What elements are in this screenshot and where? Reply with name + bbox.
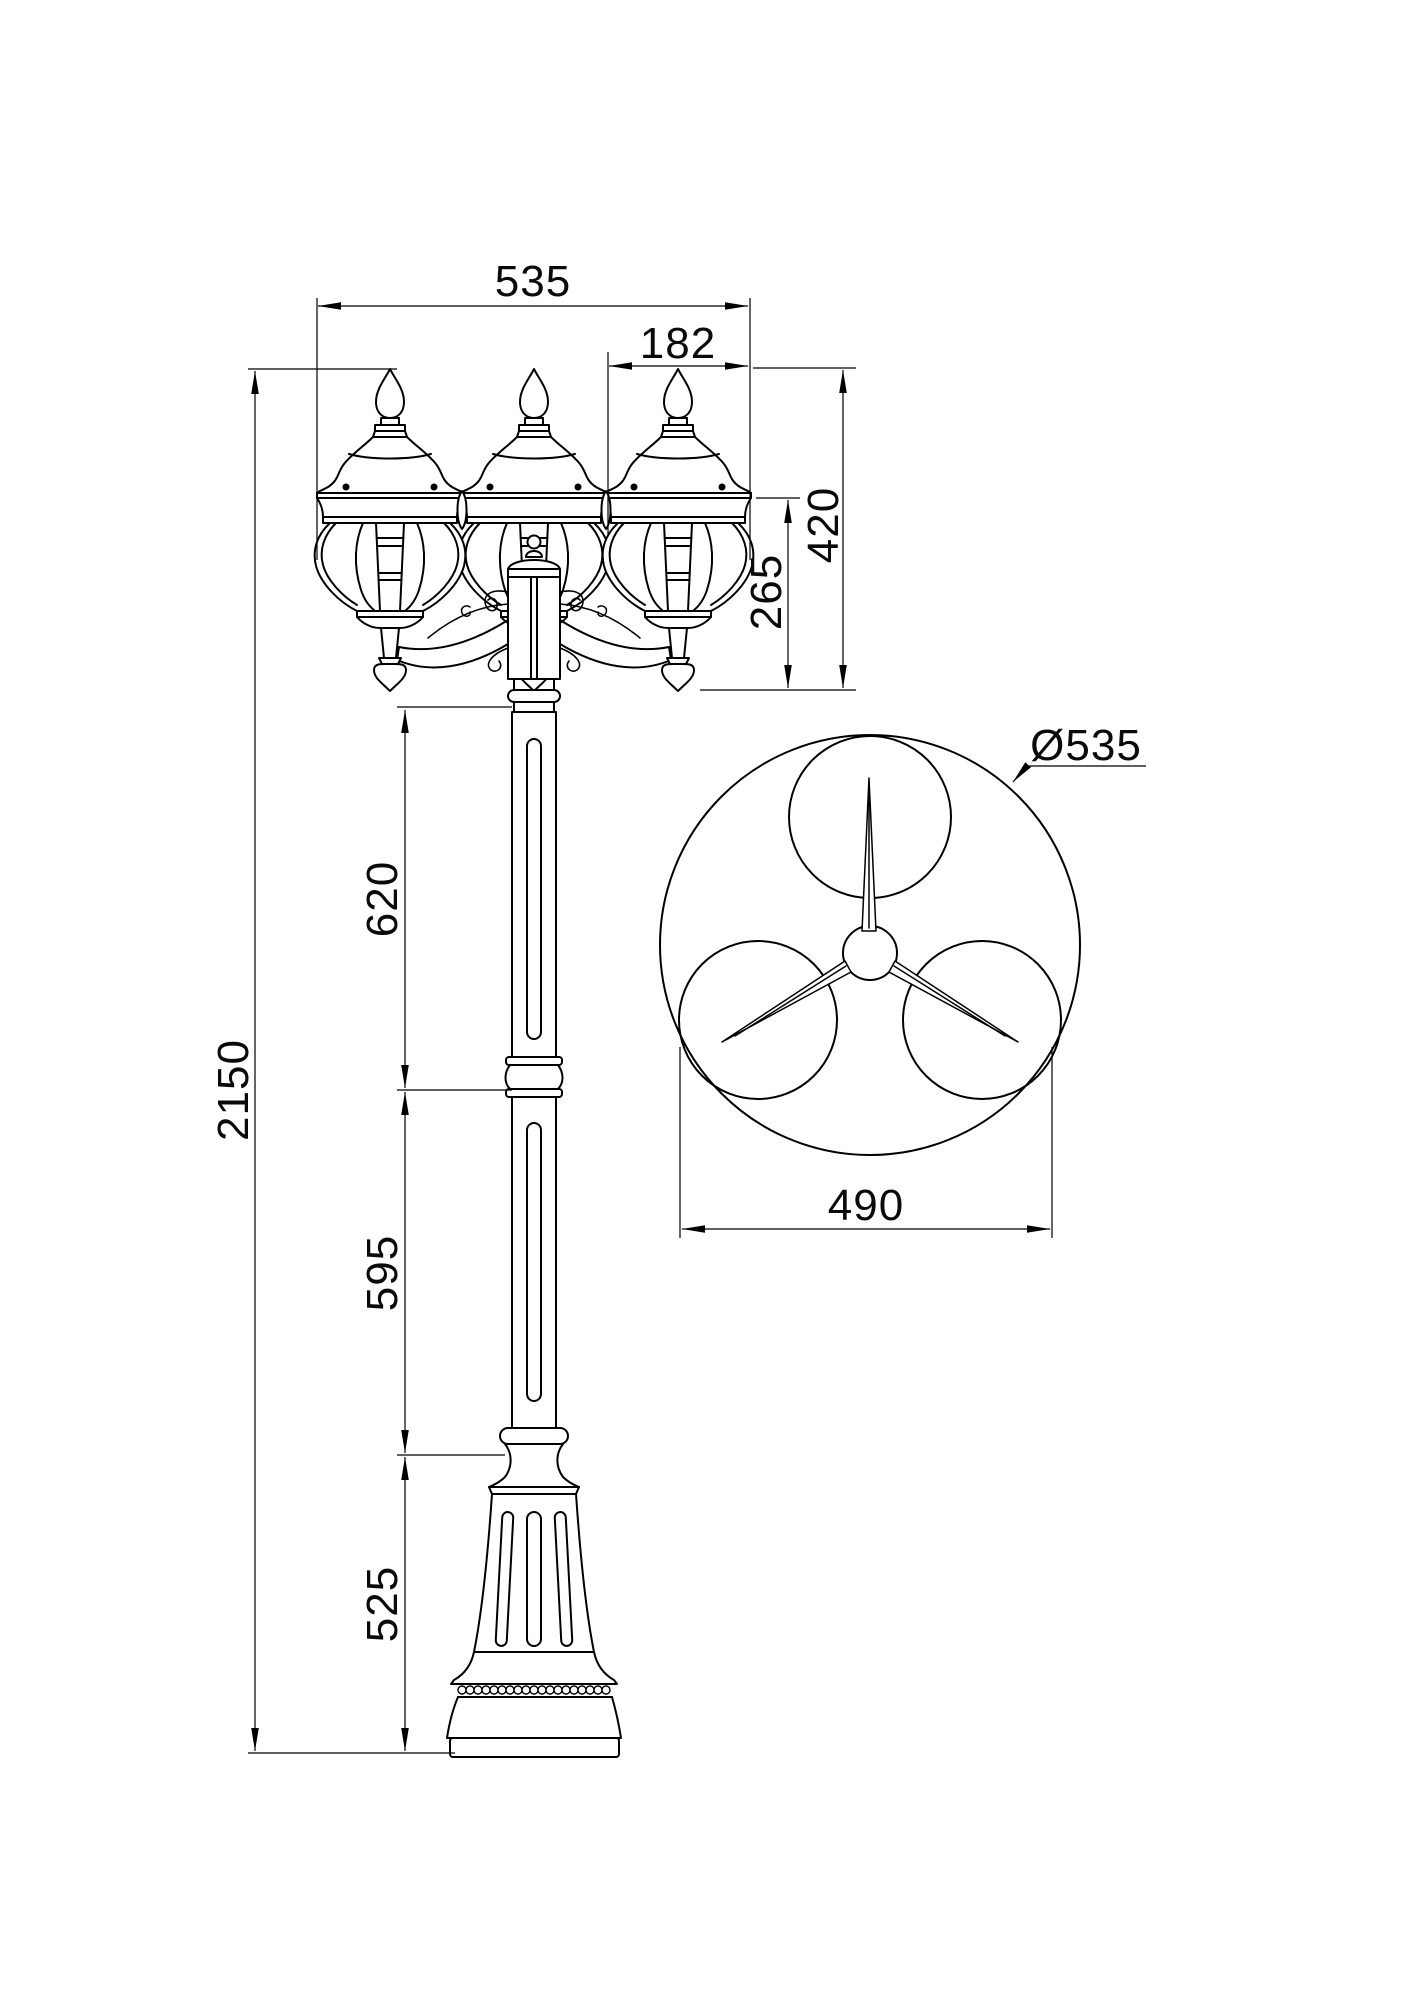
base-bell-flare: [451, 1652, 617, 1684]
base-top-ring: [500, 1428, 568, 1444]
dim-lower-pole-label: 595: [358, 1234, 407, 1312]
pole-lower-shaft: [512, 1097, 556, 1428]
dim-total-height-label: 2150: [209, 1039, 258, 1141]
dim-head-height-label: 420: [799, 486, 848, 564]
dim-upper-pole: [358, 707, 512, 1090]
dim-lantern-body-height-label: 265: [742, 553, 791, 631]
top-view: [660, 735, 1080, 1155]
lantern-left: [315, 369, 466, 691]
pole: [506, 679, 563, 1428]
base-plate: [450, 1738, 619, 1757]
base-neck: [489, 1444, 579, 1487]
pole-top-collar: [508, 690, 560, 702]
dim-lantern-width-label: 182: [639, 319, 717, 368]
dim-outer-diameter-label: Ø535: [1030, 721, 1142, 770]
head-block: [508, 569, 560, 679]
skirt-junction-left: [458, 491, 467, 529]
dim-lantern-spread: [680, 1047, 1052, 1238]
pole-mid-collar: [506, 1057, 562, 1065]
dim-lantern-spread-label: 490: [827, 1181, 905, 1230]
lantern-right: [603, 369, 754, 691]
base-body: [474, 1494, 594, 1652]
base-foot: [447, 1697, 621, 1738]
pole-base: [447, 1428, 621, 1757]
front-view: [315, 369, 754, 1757]
right-arm-lower-line: [560, 644, 671, 667]
dim-upper-pole-label: 620: [358, 860, 407, 938]
spoke-arms: [722, 778, 1018, 1042]
left-arm-lower-line: [397, 644, 508, 667]
dim-head-width-label: 535: [494, 257, 572, 306]
dim-base-height-label: 525: [358, 1565, 407, 1643]
skirt-junction-right: [602, 491, 611, 529]
dim-outer-diameter: [1013, 721, 1146, 782]
dim-lower-pole: [358, 1092, 505, 1455]
bead-ring: [458, 1686, 610, 1694]
head-finial-knob: [528, 536, 541, 549]
dim-lantern-body-height: [742, 498, 800, 688]
pole-upper-shaft: [512, 712, 556, 1057]
dim-base-height: [358, 1457, 407, 1751]
